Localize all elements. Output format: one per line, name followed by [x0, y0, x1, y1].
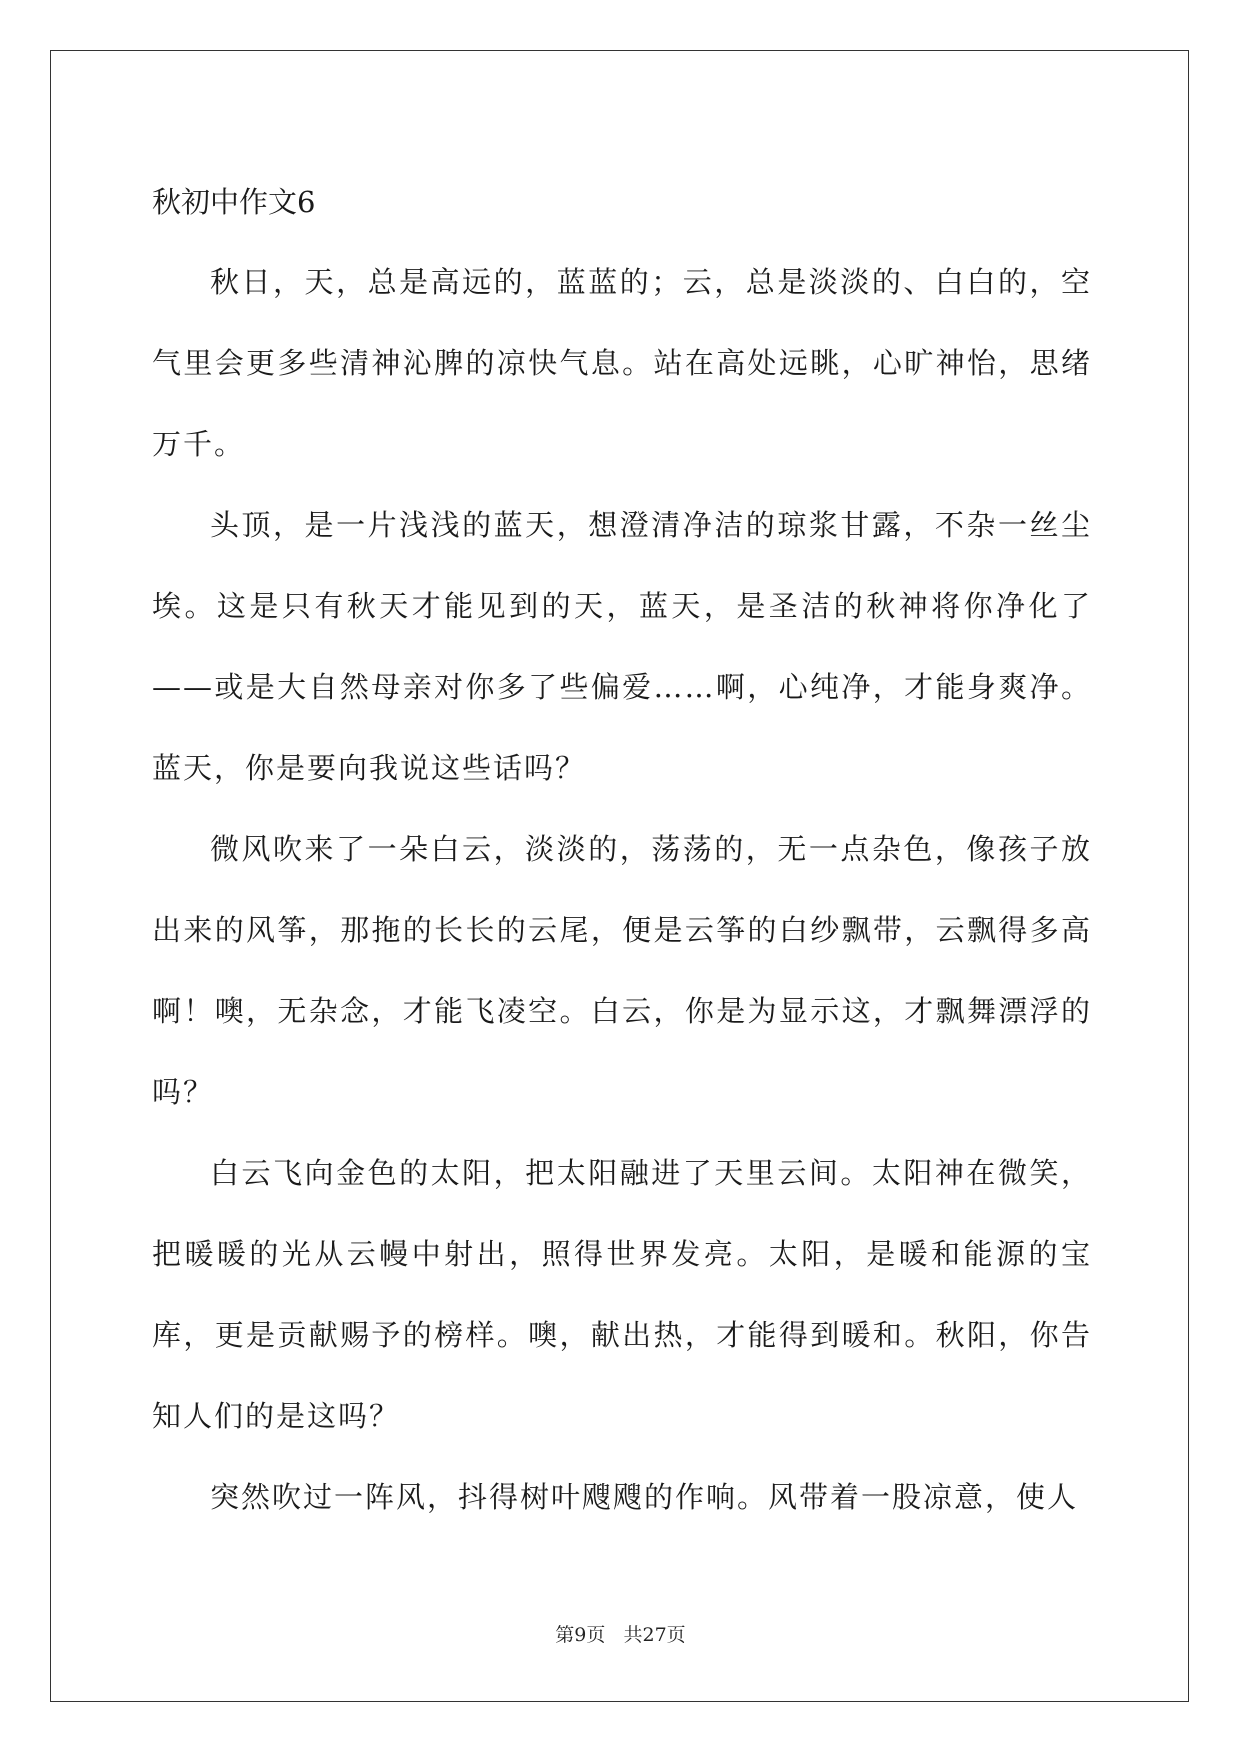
- paragraph-4: 白云飞向金色的太阳，把太阳融进了天里云间。太阳神在微笑，把暖暖的光从云幔中射出，照得世界发亮。太阳，是暖和能源的宝库，更是贡献赐予的榜样。噢，献出热，才能得到暖和。秋阳，你告知人们的是这吗？: [152, 1156, 1092, 1433]
- page-number-footer: 第9页 共27页: [555, 1624, 686, 1646]
- paragraph-1: 秋日，天，总是高远的，蓝蓝的；云，总是淡淡的、白白的，空气里会更多些清神沁脾的凉快气息。站在高处远眺，心旷神怡，思绪万千。: [152, 265, 1092, 461]
- document-body: [152, 162, 1092, 1538]
- paragraph-5: 突然吹过一阵风，抖得树叶飕飕的作响。风带着一股凉意，使人: [210, 1480, 1079, 1514]
- essay-title: 秋初中作文6: [152, 185, 316, 219]
- paragraph-2: 头顶，是一片浅浅的蓝天，想澄清净洁的琼浆甘露，不杂一丝尘埃。这是只有秋天才能见到的天，蓝天，是圣洁的秋神将你净化了——或是大自然母亲对你多了些偏爱……啊，心纯净，才能身爽净。蓝天，你是要向我说这些话吗？: [152, 508, 1092, 785]
- paragraph-3: 微风吹来了一朵白云，淡淡的，荡荡的，无一点杂色，像孩子放出来的风筝，那拖的长长的云尾，便是云筝的白纱飘带，云飘得多高啊！噢，无杂念，才能飞凌空。白云，你是为显示这，才飘舞漂浮的吗？: [152, 832, 1092, 1109]
